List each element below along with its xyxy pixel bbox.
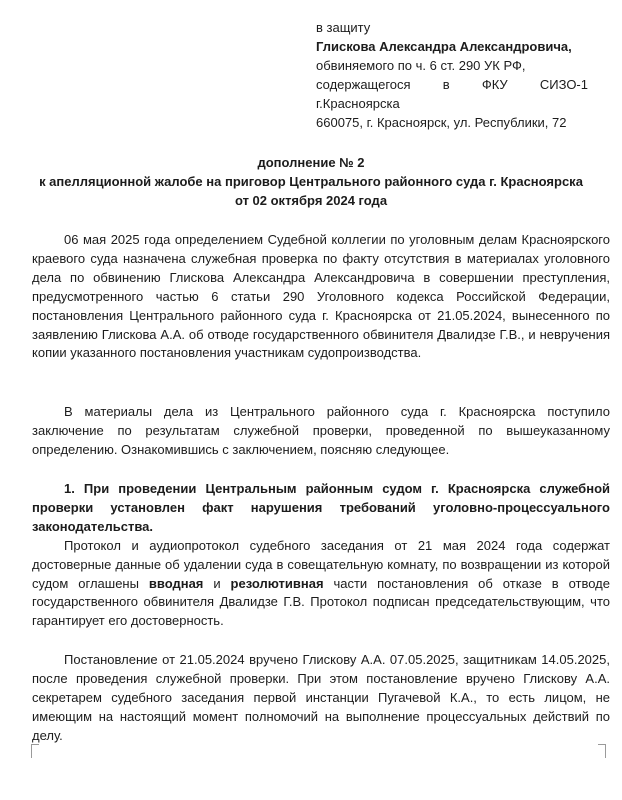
title-line-addendum: дополнение № 2 bbox=[257, 155, 365, 170]
paragraph-1 bbox=[32, 231, 610, 363]
paragraph-4 bbox=[32, 651, 610, 746]
page-corner-right bbox=[598, 744, 606, 752]
section-1-heading: 1. При проведении Центральным районным судом г. Красноярска служебной проверки установлен факт нарушения требований уголовно-процессуального законодательства. bbox=[32, 481, 610, 534]
paragraph-text: Постановление от 21.05.2024 вручено Глискову А.А. 07.05.2025, защитникам 14.05.2025, после проведения служебной проверки. При этом постановление вручено Глискову А.А. секретарем судебного заседания первой инстанции Пугачевой К.А., то есть лицом, не имеющим на настоящий момент полномочий на выполнение процессуальных действий по делу. bbox=[32, 652, 610, 743]
paragraph-3-text-c: части постановления об отказе в отводе государственного обвинителя Двалидзе Г.В. Протокол подписан председательствующим, что гарантирует его достоверность. bbox=[32, 575, 610, 629]
addressee-word: содержащегося bbox=[316, 76, 411, 92]
title-line-appeal: к апелляционной жалобе на приговор Центрального районного суда г. Красноярска bbox=[39, 173, 583, 189]
addressee-word: в bbox=[442, 76, 450, 92]
addressee-postal-address: 660075, г. Красноярск, ул. Республики, 72 bbox=[316, 114, 567, 130]
emphasis-introductory: вводная bbox=[148, 575, 204, 591]
paragraph-3-text-mid: и bbox=[203, 575, 231, 591]
paragraph-3 bbox=[32, 537, 610, 632]
addressee-word: СИЗО-1 bbox=[539, 76, 588, 92]
addressee-block bbox=[316, 19, 588, 132]
paragraph-2 bbox=[32, 403, 610, 460]
addressee-city-line: г.Красноярска bbox=[316, 95, 400, 111]
paragraph-text: 06 мая 2025 года определением Судебной коллегии по уголовным делам Красноярского краевого суда назначена служебная проверка по факту отсутствия в материалах уголовного дела по обвинению Глискова Александра Александровича в совершении преступления, предусмотренного частью 6 статьи 290 Уголовного кодекса Российской Федерации, постановления Центрального районного суда г. Красноярска от 21.05.2024, вынесенного по заявлению Глискова А.А. об отводе государственного обвинителя Двалидзе Г.В., и невручения копии указанного постановления участникам судопроизводства. bbox=[32, 232, 610, 361]
addressee-charge-line: обвиняемого по ч. 6 ст. 290 УК РФ, bbox=[316, 57, 526, 73]
section-1 bbox=[32, 480, 610, 631]
paragraph-3-text-a: Протокол и аудиопротокол судебного заседания от 21 мая 2024 года содержат достоверные данные об удалении суда в совещательную комнату, по возвращении из которой судом оглашены bbox=[32, 537, 610, 591]
addressee-detention-line bbox=[316, 76, 588, 95]
addressee-line-in-defense: в защиту bbox=[316, 20, 371, 35]
document-title bbox=[22, 154, 600, 211]
title-line-date: от 02 октября 2024 года bbox=[234, 192, 388, 208]
page-corner-left bbox=[31, 744, 39, 752]
defendant-name: Глискова Александра Александровича, bbox=[316, 38, 572, 54]
emphasis-operative: резолютивная bbox=[230, 575, 324, 591]
paragraph-text: В материалы дела из Центрального районного суда г. Красноярска поступило заключение по результатам служебной проверки, проведенной по вышеуказанному определению. Ознакомившись с заключением, поясняю следующее. bbox=[32, 404, 610, 457]
addressee-word: ФКУ bbox=[481, 76, 508, 92]
